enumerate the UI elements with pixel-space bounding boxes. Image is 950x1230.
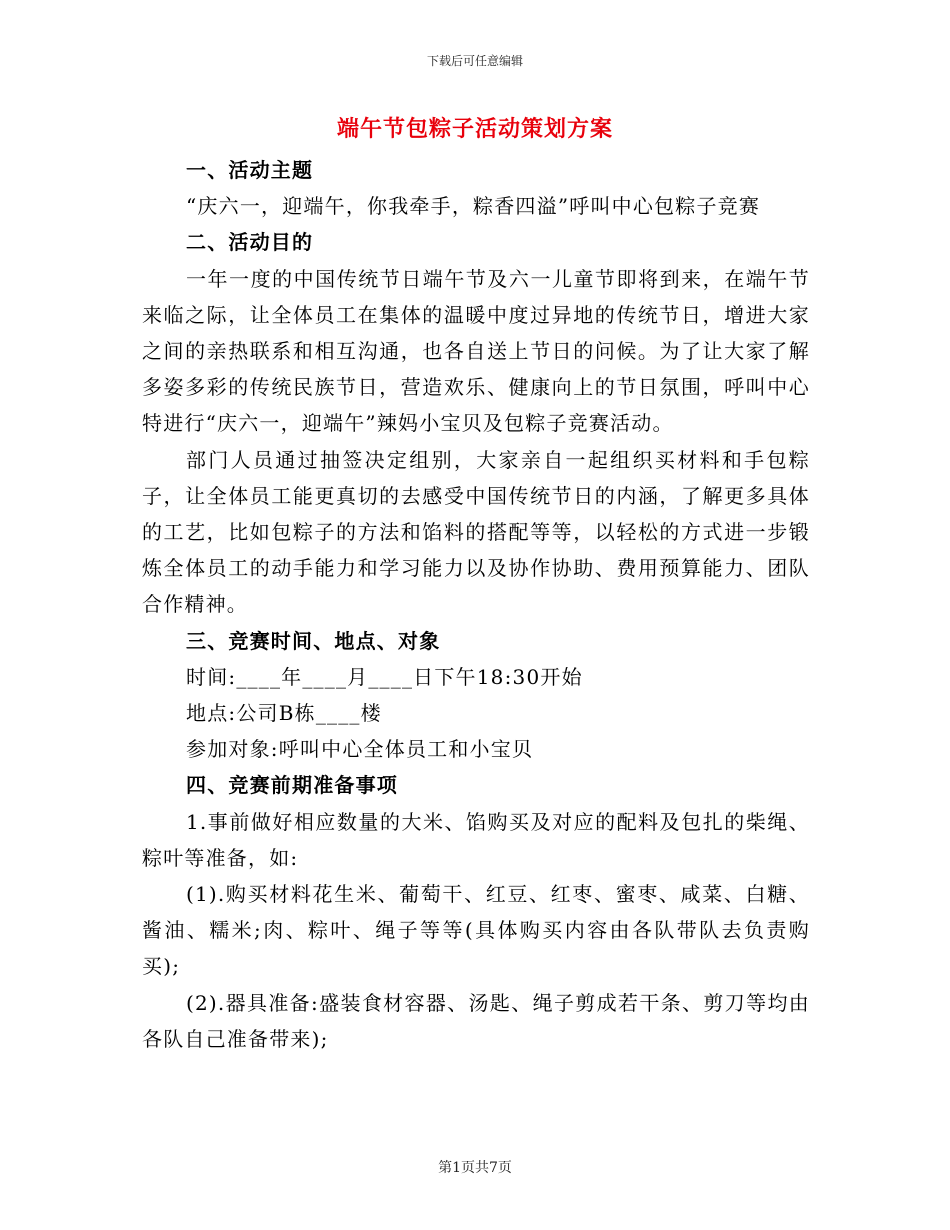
section-heading-theme: 一、活动主题 [186, 158, 314, 182]
document-title: 端午节包粽子活动策划方案 [336, 116, 613, 142]
place-line: 地点:公司B栋____楼 [186, 701, 382, 726]
header-note: 下载后可任意编辑 [426, 54, 523, 68]
purpose-paragraph-1: 一年一度的中国传统节日端午节及六一儿童节即将到来，在端午节来临之际，让全体员工在集体的温暖中度过异地的传统节日，增进大家之间的亲热联系和相互沟通，也各自送上节日的问候。为了让大家了解多姿多彩的传统民族节日，营造欢乐、健康向上的节日氛围，呼叫中心特进行“庆六一，迎端午”辣妈小宝贝及包粽子竞赛活动。 [142, 266, 810, 436]
preparation-subitem-1: (1).购买材料花生米、葡萄干、红豆、红枣、蜜枣、咸菜、白糖、酱油、糯米;肉、粽叶、绳子等等(具体购买内容由各队带队去负责购买); [142, 882, 810, 979]
preparation-item-1: 1.事前做好相应数量的大米、馅购买及对应的配料及包扎的柴绳、粽叶等准备，如: [142, 809, 810, 870]
purpose-paragraph-2: 部门人员通过抽签决定组别，大家亲自一起组织买材料和手包粽子，让全体员工能更真切的去感受中国传统节日的内涵，了解更多具体的工艺，比如包粽子的方法和馅料的搭配等等，以轻松的方式进一步锻炼全体员工的动手能力和学习能力以及协作协助、费用预算能力、团队合作精神。 [142, 447, 810, 617]
time-line: 时间:____年____月____日下午18:30开始 [186, 664, 583, 689]
section-heading-purpose: 二、活动目的 [186, 230, 314, 255]
document-body [142, 152, 810, 1057]
section-heading-time-place: 三、竞赛时间、地点、对象 [186, 628, 441, 653]
preparation-subitem-2: (2).器具准备:盛装食材容器、汤匙、绳子剪成若干条、剪刀等均由各队自己准备带来); [142, 990, 810, 1051]
section-heading-preparation: 四、竞赛前期准备事项 [186, 773, 398, 798]
theme-paragraph: “庆六一，迎端午，你我牵手，粽香四溢”呼叫中心包粽子竞赛 [186, 194, 761, 219]
participants-line: 参加对象:呼叫中心全体员工和小宝贝 [186, 737, 534, 762]
page-number: 第1页共7页 [438, 1160, 512, 1176]
